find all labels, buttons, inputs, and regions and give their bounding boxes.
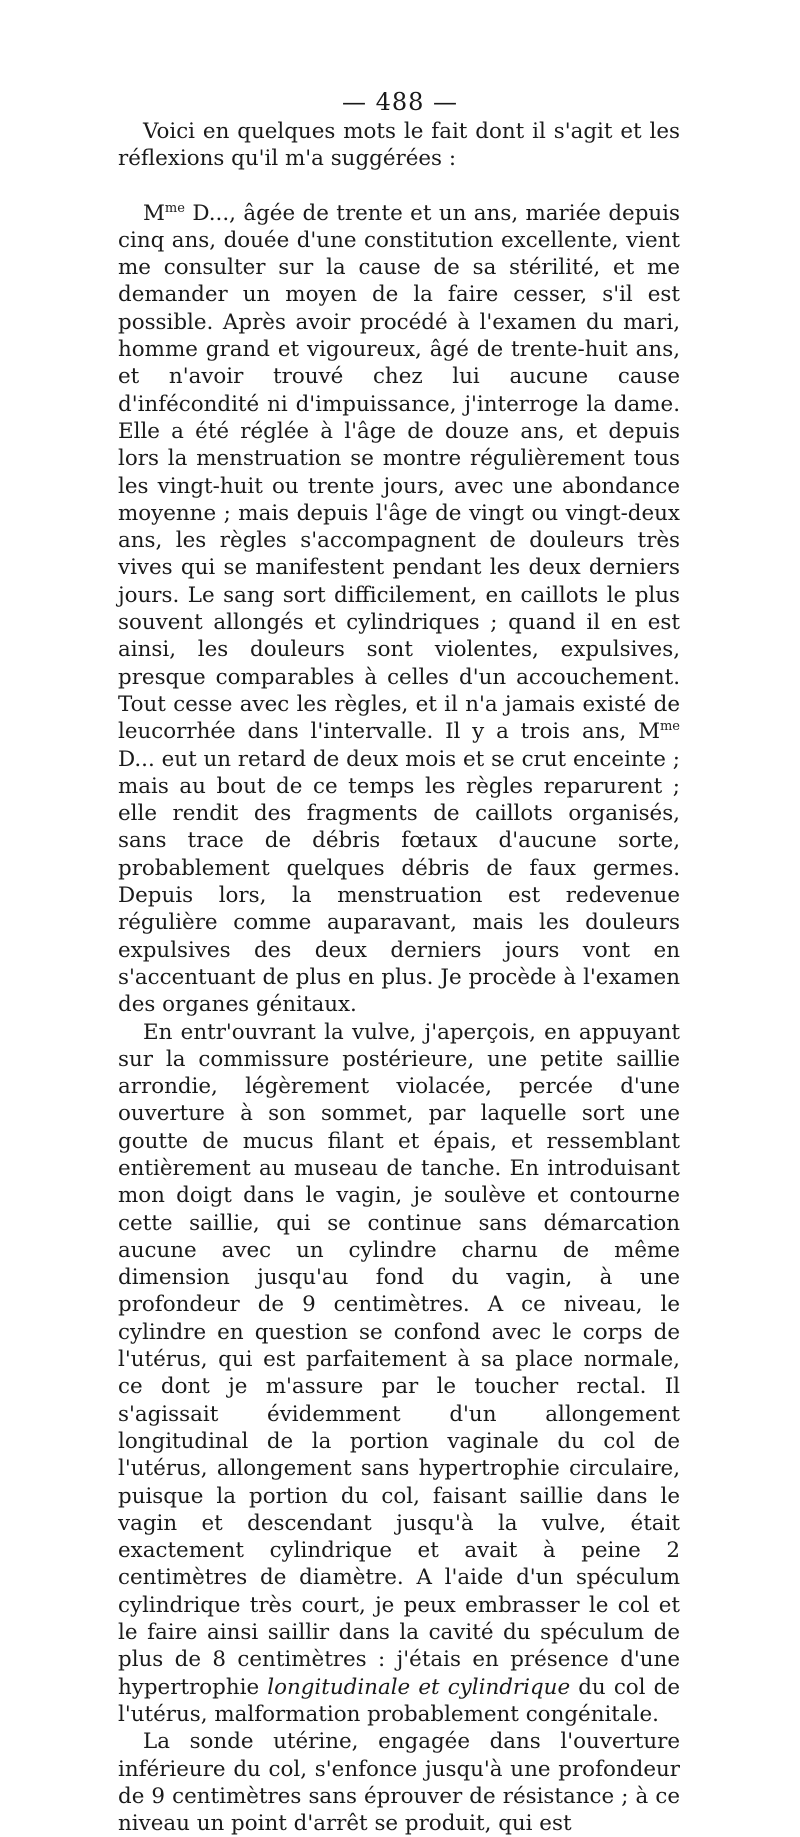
case-text-tail: D... eut un retard de deux mois et se crut enceinte ; mais au bout de ce temps les règles reparurent ; elle rendit des fragments de caillots organisés, sans trace de débris fœtaux d'aucune sorte, probablement quelques débris de faux germes. Depuis lors, la menstruation est redevenue régulière comme auparavant, mais les douleurs expulsives des deux derniers jours vont en s'accentuant de plus en plus. Je procède à l'examen des organes génitaux. [118,746,680,1018]
page-number: — 488 — [341,88,459,116]
exam-text-after: du col de l'utérus, malformation probablement congénitale. [118,1674,680,1727]
case-text: D..., âgée de trente et un ans, mariée depuis cinq ans, douée d'une constitution excellente, vient me consulter sur la cause de sa stérilité, et me demander un moyen de la faire cesser, s'il est possible. Après avoir procédé à l'examen du mari, homme grand et vigoureux, âgé de trente-huit ans, et n'avoir trouvé chez lui aucune cause d'infécondité ni d'impuissance, j'interroge la dame. Elle a été réglée à l'âge de douze ans, et depuis lors la menstruation se montre régulièrement tous les vingt-huit ou trente jours, avec une abondance moyenne ; mais depuis l'âge de vingt ou vingt-deux ans, les règles s'accompagnent de douleurs très vives qui se manifestent pendant les deux derniers jours. Le sang sort difficilement, en caillots le plus souvent allongés et cylindriques ; quand il en est ainsi, les douleurs sont violentes, expulsives, presque comparables à celles d'un accouchement. Tout cesse avec les règles, et il n'a jamais existé de leucorrhée dans l'intervalle. Il y a trois ans, [118,200,680,745]
paragraph-sonde: La sonde utérine, engagée dans l'ouverture inférieure du col, s'enfonce jusqu'à une profondeur de 9 centimètres sans éprouver de résistance ; à ce niveau un point d'arrêt se produit, qui est [118,1729,680,1837]
title-prefix: M [143,200,165,226]
exam-emphasis: longitudinale et cylindrique [267,1674,571,1700]
paragraph-case [118,200,680,1019]
paragraph-gap [118,173,680,200]
paragraph-intro: Voici en quelques mots le fait dont il s'agit et les réflexions qu'il m'a suggérées : [118,119,680,172]
title-prefix-2: M [638,719,660,745]
exam-text-before: En entr'ouvrant la vulve, j'aperçois, en appuyant sur la commissure postérieure, une petite saillie arrondie, légèrement violacée, percée d'une ouverture à son sommet, par laquelle sort une goutte de mucus filant et épais, et ressemblant entièrement au museau de tanche. En introduisant mon doigt dans le vagin, je soulève et contourne cette saillie, qui se continue sans démarcation aucune avec un cylindre charnu de même dimension jusqu'au fond du vagin, à une profondeur de 9 centimètres. A ce niveau, le cylindre en question se confond avec le corps de l'utérus, qui est parfaitement à sa place normale, ce dont je m'assure par le toucher rectal. Il s'agissait évidemment d'un allongement longitudinal de la portion vaginale du col de l'utérus, allongement sans hypertrophie circulaire, puisque la portion du col, faisant saillie dans le vagin et descendant jusqu'à la vulve, était exactement cylindrique et avait à peine 2 centimètres de diamètre. A l'aide d'un spéculum cylindrique très court, je peux embrasser le col et le faire ainsi saillir dans la cavité du spéculum de plus de 8 centimètres : j'étais en présence d'une hypertrophie [118,1019,680,1700]
body-text [118,118,680,1837]
paragraph-examination [118,1019,680,1729]
title-superscript-2: me [659,719,680,735]
title-superscript: me [164,200,185,216]
